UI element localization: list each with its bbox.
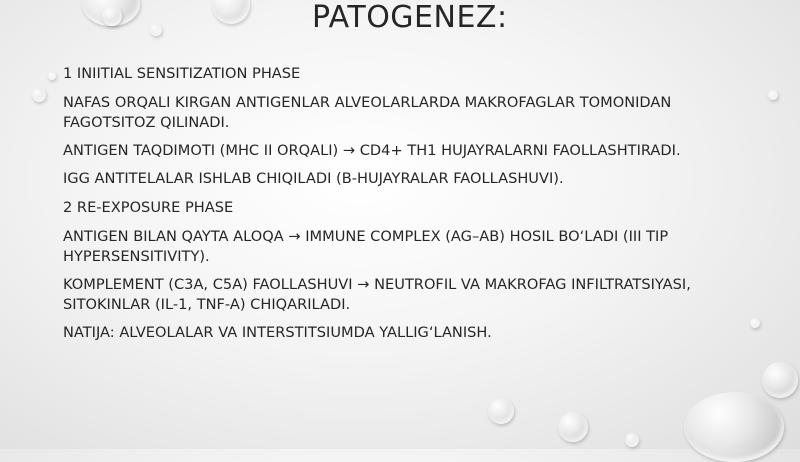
slide-title: PATOGENEZ:	[312, 0, 508, 35]
water-drop-decoration	[48, 72, 56, 80]
water-drop-decoration	[625, 433, 639, 447]
water-drop-decoration	[558, 412, 588, 442]
bullet-item: KOMPLEMENT (C3A, C5A) FAOLLASHUVI → NEUTROFIL VA MAKROFAG INFILTRATSIYASI, SITOKINLAR (IL-1, TNF-A) CHIQARILADI.	[63, 276, 691, 313]
bullet-item: NAFAS ORQALI KIRGAN ANTIGENLAR ALVEOLARLARDA MAKROFAGLAR TOMONIDAN FAGOTSITOZ QILINADI.	[63, 94, 672, 131]
slide-body	[63, 64, 753, 352]
water-drop-decoration	[212, 0, 250, 24]
water-drop-decoration	[762, 362, 798, 398]
water-drop-decoration	[488, 398, 514, 424]
bullet-item: 1 INIITIAL SENSITIZATION PHASE	[63, 65, 301, 82]
bullet-item: NATIJA: ALVEOLALAR VA INTERSTITSIUMDA YALLIG‘LANISH.	[63, 324, 492, 341]
bullet-item: ANTIGEN TAQDIMOTI (MHC II ORQALI) → CD4+ TH1 HUJAYRALARNI FAOLLASHTIRADI.	[63, 142, 681, 159]
water-drop-decoration	[32, 88, 46, 102]
water-drop-decoration	[102, 6, 122, 26]
bullet-item: 2 RE-EXPOSURE PHASE	[63, 199, 234, 216]
water-drop-decoration	[768, 90, 778, 100]
water-drop-decoration	[150, 24, 162, 36]
water-drop-decoration	[684, 392, 784, 462]
bullet-item: IGG ANTITELALAR ISHLAB CHIQILADI (B-HUJAYRALAR FAOLLASHUVI).	[63, 170, 564, 187]
bullet-item: ANTIGEN BILAN QAYTA ALOQA → IMMUNE COMPLEX (AG–AB) HOSIL BO‘LADI (III TIP HYPERSENSITIVITY).	[63, 228, 669, 265]
